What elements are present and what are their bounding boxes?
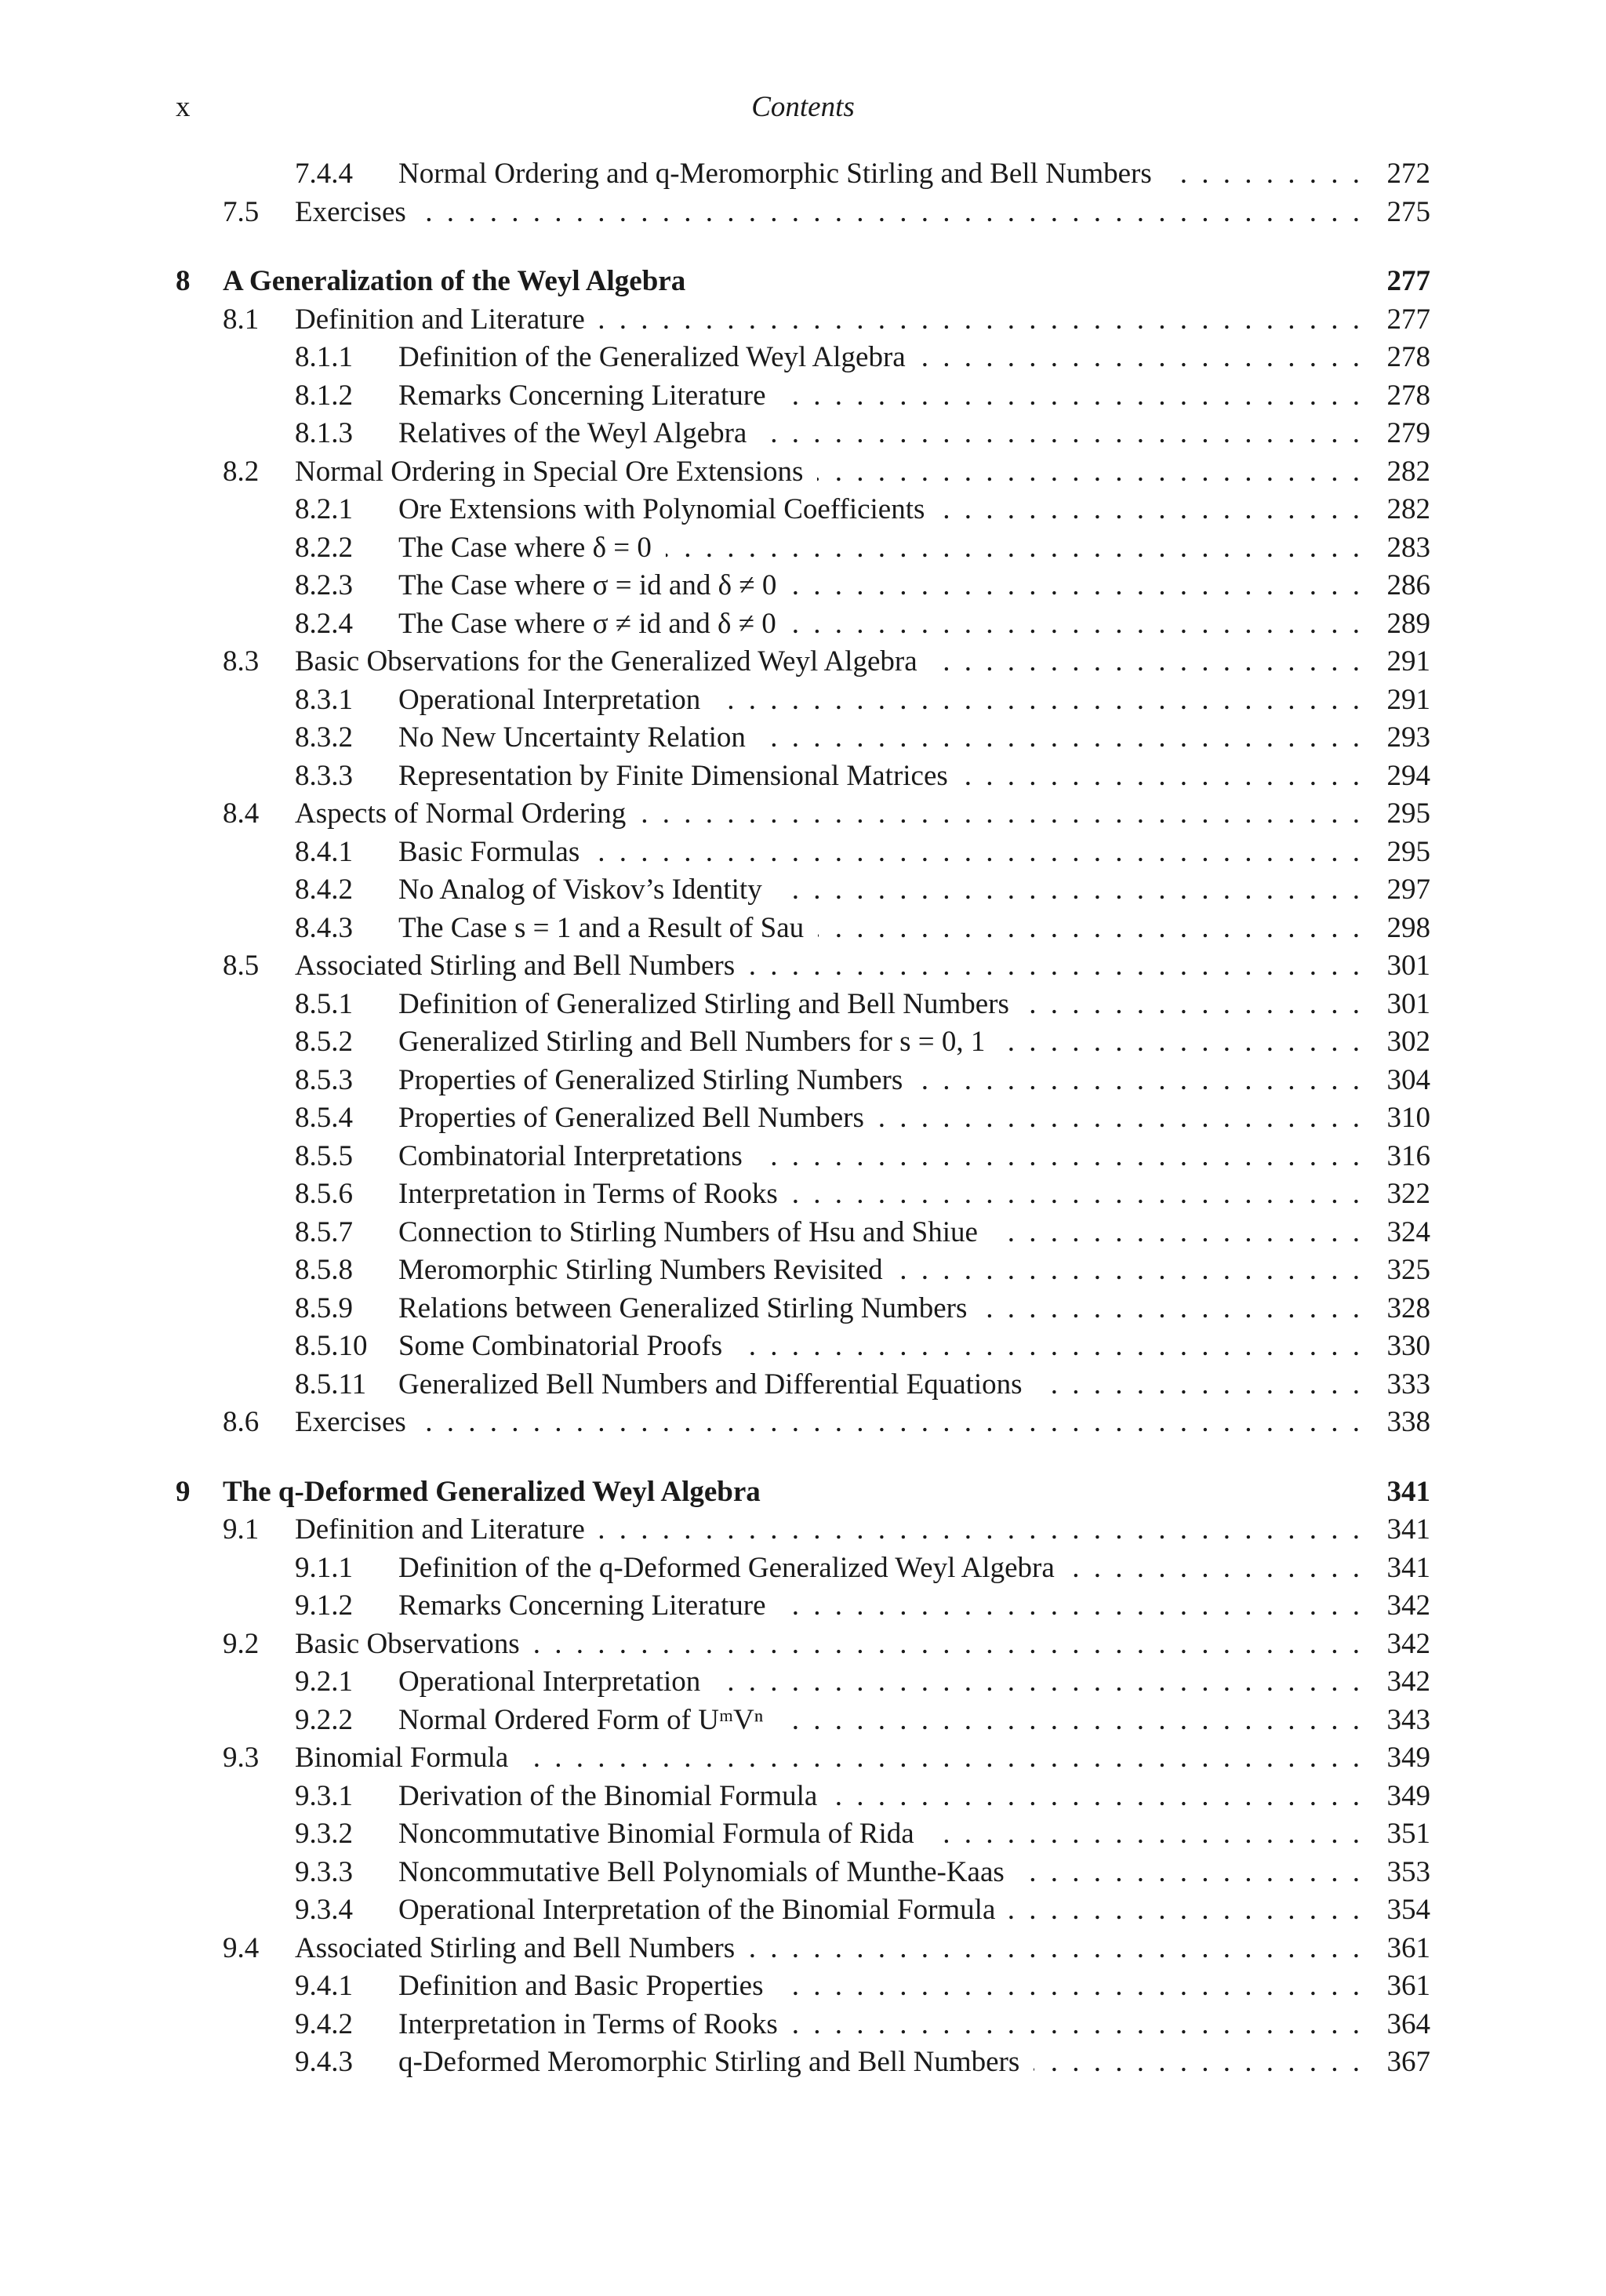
toc-entry-title: Associated Stirling and Bell Numbers bbox=[295, 1931, 736, 1964]
toc-subsection-entry[interactable] bbox=[176, 2006, 1430, 2044]
toc-entry-number: 8 bbox=[176, 265, 191, 297]
toc-entry-number: 9.1.2 bbox=[295, 1589, 353, 1622]
toc-dot-leader bbox=[981, 1290, 1360, 1328]
toc-subsection-entry[interactable] bbox=[176, 1099, 1430, 1138]
toc-entry-title: No New Uncertainty Relation bbox=[398, 721, 746, 754]
toc-entry-number: 9.4.1 bbox=[295, 1970, 353, 2002]
toc-entry-page: 282 bbox=[1386, 493, 1430, 525]
toc-section-entry[interactable] bbox=[176, 947, 1430, 986]
toc-entry-title: Operational Interpretation of the Binomial Formula bbox=[398, 1894, 996, 1926]
toc-entry-page: 294 bbox=[1386, 759, 1430, 792]
toc-entry-title: The Case where δ = 0 bbox=[398, 531, 652, 564]
page-folio: x bbox=[176, 91, 191, 123]
toc-entry-page: 361 bbox=[1386, 1970, 1430, 2002]
toc-entry-title: Definition of the Generalized Weyl Algebra bbox=[398, 341, 906, 373]
toc-entry-title: Ore Extensions with Polynomial Coefficients bbox=[398, 493, 925, 525]
toc-entry-title: Definition of Generalized Stirling and Bell Numbers bbox=[398, 987, 1009, 1020]
toc-entry-number: 8.2 bbox=[223, 455, 260, 488]
toc-entry-page: 283 bbox=[1386, 531, 1430, 564]
toc-subsection-entry[interactable] bbox=[176, 1663, 1430, 1702]
toc-entry-number: 8.1 bbox=[223, 303, 260, 336]
toc-subsection-entry[interactable] bbox=[176, 1587, 1430, 1626]
toc-dot-leader bbox=[992, 1214, 1360, 1252]
toc-entry-page: 342 bbox=[1386, 1589, 1430, 1622]
toc-entry-title: The Case where σ = id and δ ≠ 0 bbox=[398, 569, 777, 601]
toc-entry-title: Remarks Concerning Literature bbox=[398, 379, 766, 412]
toc-dot-leader bbox=[792, 2006, 1360, 2044]
toc-entry-title: Basic Formulas bbox=[398, 835, 580, 868]
toc-entry-title: Definition and Literature bbox=[295, 1513, 585, 1546]
toc-subsection-entry[interactable] bbox=[176, 1778, 1430, 1816]
toc-subsection-entry[interactable] bbox=[176, 1549, 1430, 1588]
toc-entry-title: Some Combinatorial Proofs bbox=[398, 1330, 723, 1362]
toc-entry-title: Properties of Generalized Bell Numbers bbox=[398, 1102, 864, 1134]
toc-dot-leader bbox=[714, 681, 1360, 720]
toc-entry-title: Representation by Finite Dimensional Matrices bbox=[398, 759, 948, 792]
toc-entry-page: 361 bbox=[1386, 1931, 1430, 1964]
toc-entry-number: 9.2.1 bbox=[295, 1666, 353, 1698]
toc-section-entry[interactable] bbox=[176, 1739, 1430, 1778]
toc-entry-number: 9.3 bbox=[223, 1742, 260, 1774]
toc-entry-title: Combinatorial Interpretations bbox=[398, 1139, 743, 1172]
page-header bbox=[0, 88, 1606, 127]
toc-entry-page: 325 bbox=[1386, 1254, 1430, 1286]
toc-entry-page: 328 bbox=[1386, 1292, 1430, 1324]
toc-entry-page: 367 bbox=[1386, 2046, 1430, 2078]
toc-subsection-entry[interactable] bbox=[176, 986, 1430, 1024]
toc-entry-title: Properties of Generalized Stirling Numbers bbox=[398, 1063, 903, 1096]
toc-entry-page: 277 bbox=[1386, 303, 1430, 336]
toc-entry-title: The Case s = 1 and a Result of Sau bbox=[398, 911, 805, 944]
toc-entry-number: 8.5.10 bbox=[295, 1330, 368, 1362]
toc-entry-title: q-Deformed Meromorphic Stirling and Bell Numbers bbox=[398, 2046, 1020, 2078]
toc-entry-number: 9.3.1 bbox=[295, 1779, 353, 1812]
toc-dot-leader bbox=[920, 339, 1360, 377]
toc-subsection-entry[interactable] bbox=[176, 719, 1430, 757]
toc-entry-page: 351 bbox=[1386, 1818, 1430, 1850]
toc-entry-number: 8.1.3 bbox=[295, 417, 353, 449]
toc-entry-title: Interpretation in Terms of Rooks bbox=[398, 1178, 778, 1210]
toc-entry-page: 353 bbox=[1386, 1855, 1430, 1888]
toc-entry-title: Normal Ordering and q-Meromorphic Stirling and Bell Numbers bbox=[398, 158, 1152, 190]
toc-section-entry[interactable] bbox=[176, 453, 1430, 492]
toc-dot-leader bbox=[1166, 155, 1360, 194]
toc-entry-title: The q-Deformed Generalized Weyl Algebra bbox=[223, 1475, 761, 1508]
toc-entry-number: 8.2.3 bbox=[295, 569, 353, 601]
toc-entry-title: Normal Ordering in Special Ore Extensions bbox=[295, 455, 804, 488]
toc-entry-number: 8.2.1 bbox=[295, 493, 353, 525]
toc-section-entry[interactable] bbox=[176, 1930, 1430, 1968]
toc-subsection-entry[interactable] bbox=[176, 491, 1430, 529]
toc-section-entry[interactable] bbox=[176, 1511, 1430, 1549]
toc-chapter-entry[interactable] bbox=[176, 1473, 1430, 1512]
toc-subsection-entry[interactable] bbox=[176, 339, 1430, 377]
toc-entry-number: 8.3 bbox=[223, 645, 260, 678]
toc-dot-leader bbox=[831, 1778, 1360, 1816]
toc-entry-title: Derivation of the Binomial Formula bbox=[398, 1779, 818, 1812]
toc-subsection-entry[interactable] bbox=[176, 155, 1430, 194]
toc-entry-number: 8.3.2 bbox=[295, 721, 353, 754]
toc-entry-page: 295 bbox=[1386, 835, 1430, 868]
toc-entry-page: 342 bbox=[1386, 1627, 1430, 1660]
toc-entry-title: Noncommutative Bell Polynomials of Munthe-Kaas bbox=[398, 1855, 1005, 1888]
table-of-contents bbox=[176, 155, 1430, 2082]
toc-dot-leader bbox=[736, 1328, 1360, 1366]
toc-entry-title: The Case where σ ≠ id and δ ≠ 0 bbox=[398, 607, 776, 640]
toc-subsection-entry[interactable] bbox=[176, 1891, 1430, 1930]
toc-entry-title: Generalized Bell Numbers and Differential Equations bbox=[398, 1368, 1023, 1400]
toc-entry-page: 291 bbox=[1386, 683, 1430, 716]
toc-subsection-entry[interactable] bbox=[176, 605, 1430, 644]
toc-section-entry[interactable] bbox=[176, 194, 1430, 232]
toc-entry-number: 8.4.2 bbox=[295, 874, 353, 906]
toc-entry-title: A Generalization of the Weyl Algebra bbox=[223, 265, 686, 297]
toc-entry-page: 277 bbox=[1386, 265, 1430, 297]
toc-dot-leader bbox=[420, 1404, 1360, 1442]
toc-entry-page: 297 bbox=[1386, 874, 1430, 906]
toc-subsection-entry[interactable] bbox=[176, 1854, 1430, 1892]
toc-section-entry[interactable] bbox=[176, 1404, 1430, 1442]
toc-subsection-entry[interactable] bbox=[176, 871, 1430, 910]
toc-entry-title: Normal Ordered Form of UᵐVⁿ bbox=[398, 1703, 764, 1736]
toc-entry-number: 8.4 bbox=[223, 797, 260, 830]
toc-subsection-entry[interactable] bbox=[176, 415, 1430, 453]
toc-entry-page: 298 bbox=[1386, 911, 1430, 944]
toc-subsection-entry[interactable] bbox=[176, 1252, 1430, 1290]
toc-entry-number: 9 bbox=[176, 1475, 191, 1508]
toc-entry-title: No Analog of Viskov’s Identity bbox=[398, 874, 762, 906]
toc-dot-leader bbox=[932, 643, 1360, 681]
toc-dot-leader bbox=[792, 1175, 1360, 1214]
toc-dot-leader bbox=[749, 947, 1360, 986]
toc-entry-page: 342 bbox=[1386, 1666, 1430, 1698]
toc-entry-page: 289 bbox=[1386, 607, 1430, 640]
toc-entry-page: 338 bbox=[1386, 1406, 1430, 1438]
toc-dot-leader bbox=[917, 1062, 1360, 1100]
toc-dot-leader bbox=[640, 795, 1360, 834]
toc-dot-leader bbox=[1069, 1549, 1360, 1588]
toc-entry-number: 9.2 bbox=[223, 1627, 260, 1660]
toc-entry-page: 282 bbox=[1386, 455, 1430, 488]
toc-subsection-entry[interactable] bbox=[176, 757, 1430, 796]
toc-subsection-entry[interactable] bbox=[176, 681, 1430, 720]
toc-entry-title: Definition and Literature bbox=[295, 303, 585, 336]
toc-entry-number: 8.5.6 bbox=[295, 1178, 353, 1210]
toc-subsection-entry[interactable] bbox=[176, 1062, 1430, 1100]
toc-dot-leader bbox=[1009, 1891, 1360, 1930]
toc-subsection-entry[interactable] bbox=[176, 1967, 1430, 2006]
toc-entry-page: 333 bbox=[1386, 1368, 1430, 1400]
toc-entry-number: 8.5.9 bbox=[295, 1292, 353, 1324]
toc-entry-number: 8.5.1 bbox=[295, 987, 353, 1020]
toc-section-entry[interactable] bbox=[176, 795, 1430, 834]
toc-entry-number: 9.1 bbox=[223, 1513, 260, 1546]
toc-entry-page: 354 bbox=[1386, 1894, 1430, 1926]
toc-dot-leader bbox=[939, 491, 1360, 529]
toc-subsection-entry[interactable] bbox=[176, 910, 1430, 948]
toc-entry-number: 9.3.4 bbox=[295, 1894, 353, 1926]
toc-entry-number: 8.5.2 bbox=[295, 1026, 353, 1058]
toc-entry-title: Exercises bbox=[295, 195, 406, 228]
toc-subsection-entry[interactable] bbox=[176, 1702, 1430, 1740]
toc-entry-number: 8.6 bbox=[223, 1406, 260, 1438]
toc-dot-leader bbox=[1037, 1366, 1360, 1404]
toc-entry-page: 278 bbox=[1386, 341, 1430, 373]
toc-dot-leader bbox=[817, 453, 1360, 492]
toc-subsection-entry[interactable] bbox=[176, 1290, 1430, 1328]
toc-entry-number: 8.2.2 bbox=[295, 531, 353, 564]
toc-entry-title: Connection to Stirling Numbers of Hsu and Shiue bbox=[398, 1215, 978, 1248]
toc-entry-page: 293 bbox=[1386, 721, 1430, 754]
toc-dot-leader bbox=[1019, 1854, 1360, 1892]
toc-section-entry[interactable] bbox=[176, 301, 1430, 340]
toc-entry-title: Generalized Stirling and Bell Numbers for s = 0, 1 bbox=[398, 1026, 986, 1058]
toc-entry-page: 301 bbox=[1386, 987, 1430, 1020]
toc-entry-number: 8.3.3 bbox=[295, 759, 353, 792]
toc-entry-page: 341 bbox=[1386, 1475, 1430, 1508]
toc-entry-page: 322 bbox=[1386, 1178, 1430, 1210]
toc-entry-title: Noncommutative Binomial Formula of Rida bbox=[398, 1818, 914, 1850]
toc-entry-title: Interpretation in Terms of Rooks bbox=[398, 2007, 778, 2040]
toc-dot-leader bbox=[599, 301, 1360, 340]
toc-dot-leader bbox=[420, 194, 1360, 232]
toc-dot-leader bbox=[962, 757, 1360, 796]
toc-chapter-entry[interactable] bbox=[176, 263, 1430, 301]
toc-subsection-entry[interactable] bbox=[176, 1138, 1430, 1176]
toc-entry-number: 8.3.1 bbox=[295, 683, 353, 716]
toc-dot-leader bbox=[761, 415, 1360, 453]
toc-entry-page: 364 bbox=[1386, 2007, 1430, 2040]
toc-entry-number: 7.5 bbox=[223, 195, 260, 228]
running-title: Contents bbox=[751, 91, 855, 123]
toc-entry-number: 7.4.4 bbox=[295, 158, 353, 190]
toc-entry-number: 9.3.2 bbox=[295, 1818, 353, 1850]
toc-subsection-entry[interactable] bbox=[176, 377, 1430, 416]
toc-entry-page: 349 bbox=[1386, 1742, 1430, 1774]
toc-entry-page: 301 bbox=[1386, 950, 1430, 982]
toc-entry-number: 9.3.3 bbox=[295, 1855, 353, 1888]
toc-dot-leader bbox=[522, 1739, 1360, 1778]
toc-dot-leader bbox=[780, 1587, 1361, 1626]
toc-dot-leader bbox=[1034, 2044, 1360, 2082]
toc-entry-page: 275 bbox=[1386, 195, 1430, 228]
toc-entry-page: 302 bbox=[1386, 1026, 1430, 1058]
toc-entry-number: 9.4.3 bbox=[295, 2046, 353, 2078]
toc-section-entry[interactable] bbox=[176, 643, 1430, 681]
toc-entry-title: Definition of the q-Deformed Generalized Weyl Algebra bbox=[398, 1551, 1055, 1584]
toc-dot-leader bbox=[878, 1099, 1360, 1138]
toc-section-entry[interactable] bbox=[176, 1626, 1430, 1664]
toc-entry-title: Basic Observations bbox=[295, 1627, 520, 1660]
toc-dot-leader bbox=[666, 529, 1360, 568]
toc-entry-page: 272 bbox=[1386, 158, 1430, 190]
toc-entry-page: 316 bbox=[1386, 1139, 1430, 1172]
toc-entry-number: 8.1.2 bbox=[295, 379, 353, 412]
toc-dot-leader bbox=[897, 1252, 1360, 1290]
toc-entry-title: Relatives of the Weyl Algebra bbox=[398, 417, 747, 449]
toc-dot-leader bbox=[780, 377, 1361, 416]
toc-dot-leader bbox=[714, 1663, 1360, 1702]
toc-entry-title: Associated Stirling and Bell Numbers bbox=[295, 950, 736, 982]
toc-entry-number: 9.1.1 bbox=[295, 1551, 353, 1584]
toc-subsection-entry[interactable] bbox=[176, 2044, 1430, 2082]
toc-entry-title: Exercises bbox=[295, 1406, 406, 1438]
toc-entry-number: 8.5.8 bbox=[295, 1254, 353, 1286]
toc-dot-leader bbox=[599, 1511, 1360, 1549]
toc-subsection-entry[interactable] bbox=[176, 1328, 1430, 1366]
toc-entry-title: Basic Observations for the Generalized Weyl Algebra bbox=[295, 645, 917, 678]
toc-entry-page: 343 bbox=[1386, 1703, 1430, 1736]
toc-subsection-entry[interactable] bbox=[176, 1175, 1430, 1214]
toc-entry-page: 330 bbox=[1386, 1330, 1430, 1362]
toc-subsection-entry[interactable] bbox=[176, 1815, 1430, 1854]
toc-dot-leader bbox=[928, 1815, 1360, 1854]
toc-entry-page: 349 bbox=[1386, 1779, 1430, 1812]
toc-dot-leader bbox=[749, 1930, 1360, 1968]
toc-entry-number: 8.5 bbox=[223, 950, 260, 982]
toc-dot-leader bbox=[776, 871, 1360, 910]
toc-subsection-entry[interactable] bbox=[176, 834, 1430, 872]
toc-entry-title: Definition and Basic Properties bbox=[398, 1970, 764, 2002]
toc-dot-leader bbox=[534, 1626, 1360, 1664]
toc-dot-leader bbox=[999, 1023, 1360, 1062]
toc-dot-leader bbox=[757, 1138, 1360, 1176]
toc-subsection-entry[interactable] bbox=[176, 529, 1430, 568]
toc-entry-number: 8.5.11 bbox=[295, 1368, 367, 1400]
toc-entry-title: Operational Interpretation bbox=[398, 683, 701, 716]
toc-entry-page: 291 bbox=[1386, 645, 1430, 678]
toc-entry-number: 8.4.3 bbox=[295, 911, 353, 944]
toc-entry-title: Aspects of Normal Ordering bbox=[295, 797, 627, 830]
toc-entry-title: Relations between Generalized Stirling Numbers bbox=[398, 1292, 968, 1324]
toc-entry-page: 341 bbox=[1386, 1551, 1430, 1584]
toc-entry-page: 341 bbox=[1386, 1513, 1430, 1546]
toc-dot-leader bbox=[777, 1702, 1360, 1740]
toc-entry-number: 8.4.1 bbox=[295, 835, 353, 868]
toc-entry-number: 8.5.7 bbox=[295, 1215, 353, 1248]
toc-entry-page: 286 bbox=[1386, 569, 1430, 601]
toc-entry-number: 8.2.4 bbox=[295, 607, 353, 640]
toc-entry-number: 9.4 bbox=[223, 1931, 260, 1964]
toc-dot-leader bbox=[790, 567, 1360, 605]
toc-entry-page: 304 bbox=[1386, 1063, 1430, 1096]
toc-entry-title: Operational Interpretation bbox=[398, 1666, 701, 1698]
toc-dot-leader bbox=[818, 910, 1360, 948]
toc-subsection-entry[interactable] bbox=[176, 1023, 1430, 1062]
toc-dot-leader bbox=[790, 605, 1360, 644]
toc-dot-leader bbox=[594, 834, 1360, 872]
toc-dot-leader bbox=[1023, 986, 1360, 1024]
toc-entry-page: 310 bbox=[1386, 1102, 1430, 1134]
toc-entry-number: 9.2.2 bbox=[295, 1703, 353, 1736]
toc-subsection-entry[interactable] bbox=[176, 1214, 1430, 1252]
toc-entry-title: Binomial Formula bbox=[295, 1742, 509, 1774]
toc-entry-number: 9.4.2 bbox=[295, 2007, 353, 2040]
toc-entry-number: 8.5.5 bbox=[295, 1139, 353, 1172]
toc-entry-page: 295 bbox=[1386, 797, 1430, 830]
toc-entry-number: 8.5.4 bbox=[295, 1102, 353, 1134]
toc-entry-number: 8.1.1 bbox=[295, 341, 353, 373]
toc-entry-page: 279 bbox=[1386, 417, 1430, 449]
toc-entry-page: 278 bbox=[1386, 379, 1430, 412]
toc-entry-title: Meromorphic Stirling Numbers Revisited bbox=[398, 1254, 883, 1286]
toc-subsection-entry[interactable] bbox=[176, 567, 1430, 605]
toc-subsection-entry[interactable] bbox=[176, 1366, 1430, 1404]
toc-entry-page: 324 bbox=[1386, 1215, 1430, 1248]
toc-entry-title: Remarks Concerning Literature bbox=[398, 1589, 766, 1622]
toc-dot-leader bbox=[760, 719, 1360, 757]
toc-entry-number: 8.5.3 bbox=[295, 1063, 353, 1096]
toc-dot-leader bbox=[777, 1967, 1360, 2006]
